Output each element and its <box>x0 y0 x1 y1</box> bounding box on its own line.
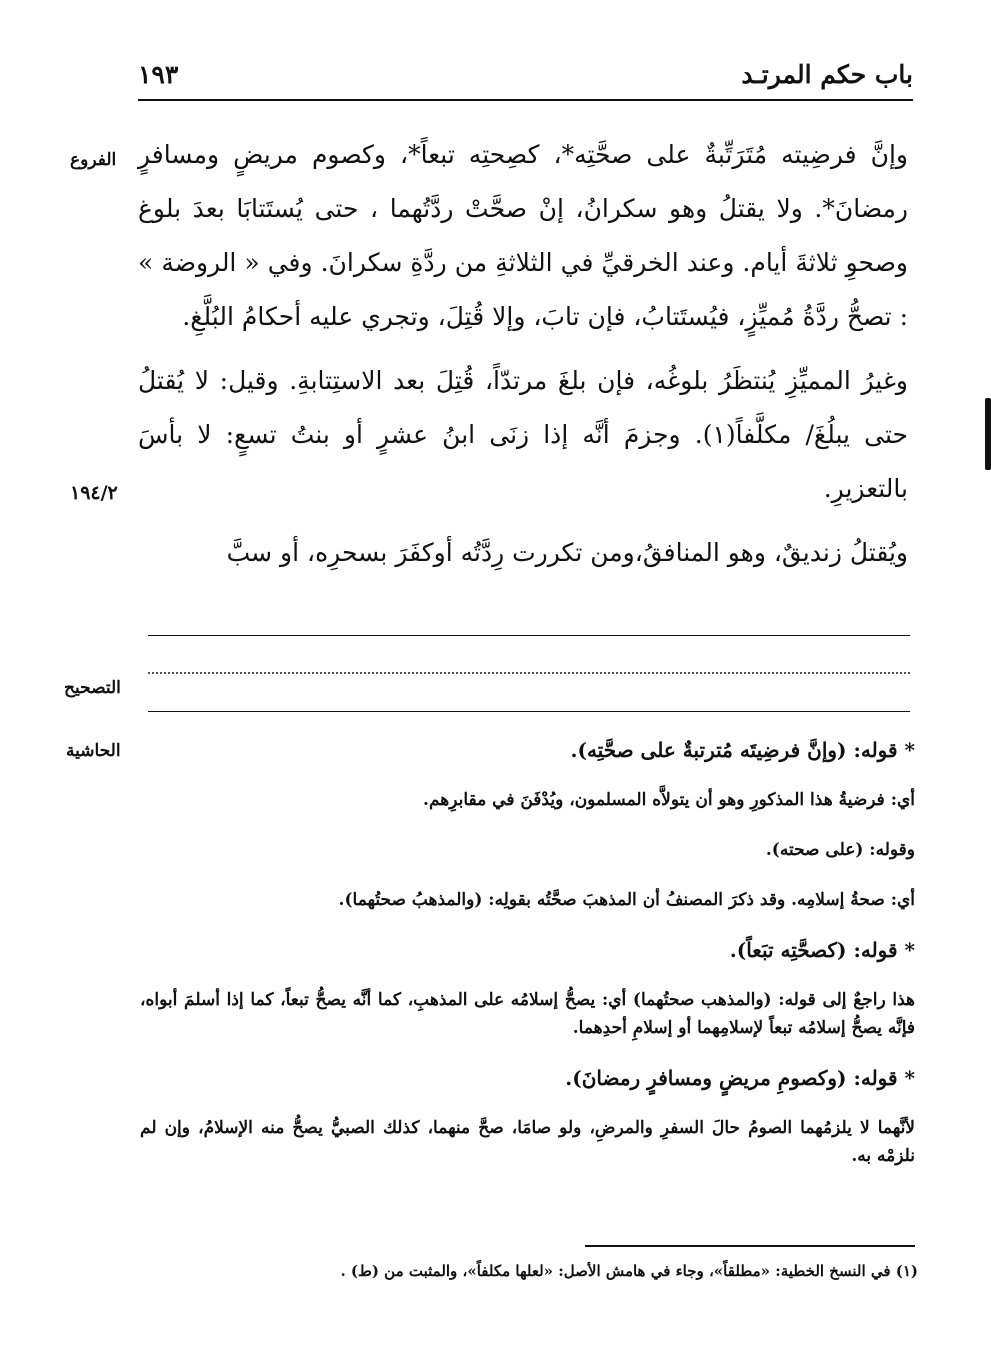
side-label-branches: الفروع <box>70 150 117 170</box>
header-rule <box>138 99 913 101</box>
main-paragraph-3: ويُقتلُ زنديقٌ، وهو المنافقُ،ومن تكررت رِدَّتُه أوكفَرَ بسحرِه، أو سبَّ <box>226 538 908 567</box>
main-text <box>138 128 908 590</box>
commentary-line: أي: صحةُ إسلامِه. وقد ذكرَ المصنفُ أن المذهبَ صحَّتُه بقولِه: (والمذهبُ صحتُهما). <box>338 890 915 910</box>
commentary-heading-2: * قوله: (كصحَّتِه تبَعاً). <box>729 938 915 962</box>
main-paragraph-2: وغيرُ المميِّزِ يُنتظَرُ بلوغُه، فإن بلغَ مرتدّاً، قُتِلَ بعد الاستِتابةِ. وقيل: لا يُقتلُ حتى يبلُغَ/ مكلَّفاً(١). وجزمَ أنَّه إذا زنَى ابنُ عشرٍ أو بنتُ تسعٍ: لا بأسَ بالتعزيرِ. <box>138 366 908 503</box>
chapter-title: باب حكم المرتـد <box>741 60 913 89</box>
running-header <box>138 60 913 94</box>
commentary-heading-1: * قوله: (وإنَّ فرضِيتَه مُترتبةٌ على صحَّتِه). <box>570 738 915 762</box>
commentary-line: هذا راجعٌ إلى قوله: (والمذهب صحتُهما) أي: يصحُّ إسلامُه على المذهبِ، كما أنَّه يصحُّ تبعاً، كما إذا أسلمَ أبواه، فإنَّه يصحُّ إسلامُه تبعاً لإسلامِهما أو إسلامِ أحدِهما. <box>140 990 915 1038</box>
correction-dotted-line <box>148 672 910 674</box>
side-label-cross-ref: ١٩٤/٢ <box>70 482 118 504</box>
page-number: ١٩٣ <box>138 60 179 89</box>
side-label-correction: التصحيح <box>64 678 121 698</box>
separator-rule-bottom <box>148 711 910 712</box>
scan-edge-mark <box>985 398 991 470</box>
commentary-line: وقوله: (على صحته). <box>765 840 915 860</box>
footnote: (١) في النسخ الخطية: «مطلقاً»، وجاء في هامش الأصل: «لعلها مكلفاً»، والمثبت من (ط) . <box>340 1262 918 1280</box>
commentary-line: لأنَّهما لا يلزمُهما الصومُ حالَ السفرِ والمرضِ، ولو صامَا، صحَّ منهما، كذلك الصبيُّ يصحُّ منه الإسلامُ، وإن لم نلزمْه به. <box>140 1118 915 1166</box>
commentary-section <box>140 736 915 1192</box>
main-paragraph-1: وإنَّ فرضِيته مُتَرَتِّبةٌ على صحَّتِه*، كصِحتِه تبعاً*، وكصوم مريضٍ ومسافرٍ رمضانَ*. ولا يقتلُ وهو سكرانُ، إنْ صحَّتْ ردَّتُهما ، حتى يُستَتابَا بعدَ بلوغ وصحوِ ثلاثةَ أيام. وعند الخرقيِّ في الثلاثةِ من ردَّةِ سكرانَ. وفي « الروضة » : تصحُّ ردَّةُ مُميِّزٍ، فيُستَتابُ، فإن تابَ، وإلا قُتِلَ، وتجري عليه أحكامُ البُلَّغِ. <box>138 140 908 331</box>
side-label-commentary: الحاشية <box>66 741 121 761</box>
footnote-rule <box>585 1245 915 1247</box>
commentary-line: أي: فرضيةُ هذا المذكورِ وهو أن يتولاَّه المسلمون، ويُدْفَنَ في مقابرِهم. <box>423 790 915 810</box>
separator-rule-top <box>148 635 910 636</box>
commentary-heading-3: * قوله: (وكصومِ مريضٍ ومسافرٍ رمضانَ). <box>565 1066 915 1090</box>
